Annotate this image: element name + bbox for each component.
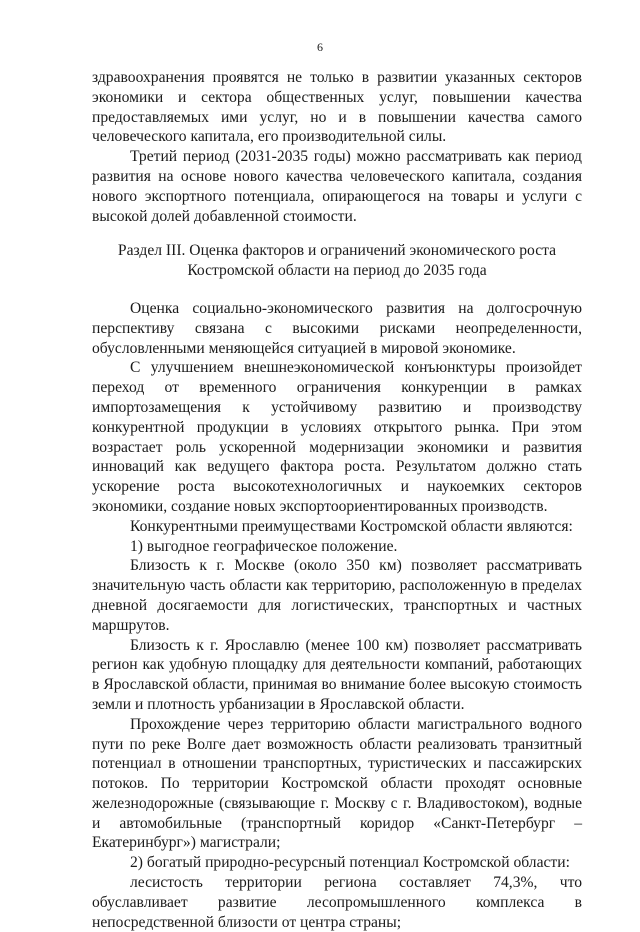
paragraph: Близость к г. Москве (около 350 км) позволяет рассматривать значительную часть области как территорию, расположенную в пределах дневной досягаемости для логистических, транспортных и частных маршрутов. [92, 557, 582, 634]
page-number: 6 [317, 40, 323, 54]
paragraph: лесистость территории региона составляет 74,3%, что обуславливает развитие лесопромышленного комплекса в непосредственной близости от центра страны; [92, 874, 582, 931]
paragraph: здравоохранения проявятся не только в развитии указанных секторов экономики и сектора общественных услуг, повышении качества предоставляемых ими услуг, но и в повышении качества самого человеческого капитала, его производительной силы. [92, 69, 582, 146]
document-body [92, 68, 582, 932]
paragraph: Близость к г. Ярославлю (менее 100 км) позволяет рассматривать регион как удобную площадку для деятельности компаний, работающих в Ярославской области, принимая во внимание более высокую стоимость земли и плотность урбанизации в Ярославской области. [92, 636, 582, 713]
list-item: 1) выгодное географическое положение. [130, 537, 398, 555]
paragraph: Прохождение через территорию области магистрального водного пути по реке Волге дает возможность области реализовать транзитный потенциал в отношении транспортных, туристических и пассажирских потоков. По территории Костромской области проходят основные железнодорожные (связывающие г. Москву с г. Владивостоком), водные и автомобильные (транспортный коридор «Санкт-Петербург – Екатеринбург») магистрали; [92, 715, 582, 852]
paragraph: Конкурентными преимуществами Костромской области являются: [130, 517, 573, 535]
paragraph: Третий период (2031-2035 годы) можно рассматривать как период развития на основе нового качества человеческого капитала, создания нового экспортного потенциала, опирающегося на товары и услуги с высокой долей добавленной стоимости. [92, 148, 582, 225]
paragraph: С улучшением внешнеэкономической конъюнктуры произойдет переход от временного ограничения конкуренции в рамках импортозамещения к устойчивому развитию и производству конкурентной продукции в условиях открытого рынка. При этом возрастает роль ускоренной модернизации экономики и развития инноваций как ведущего фактора роста. Результатом должно стать ускорение роста высокотехнологичных и наукоемких секторов экономики, создание новых экспортоориентированных производств. [92, 359, 582, 515]
list-item: 2) богатый природно-ресурсный потенциал Костромской области: [130, 854, 570, 872]
section-heading-line: Раздел III. Оценка факторов и ограничений экономического роста [117, 242, 557, 260]
paragraph: Оценка социально-экономического развития на долгосрочную перспективу связана с высокими рисками неопределенности, обусловленными меняющейся ситуацией в мировой экономике. [92, 299, 582, 357]
section-heading-line: Костромской области на период до 2035 года [187, 262, 487, 280]
section-heading [92, 241, 582, 281]
